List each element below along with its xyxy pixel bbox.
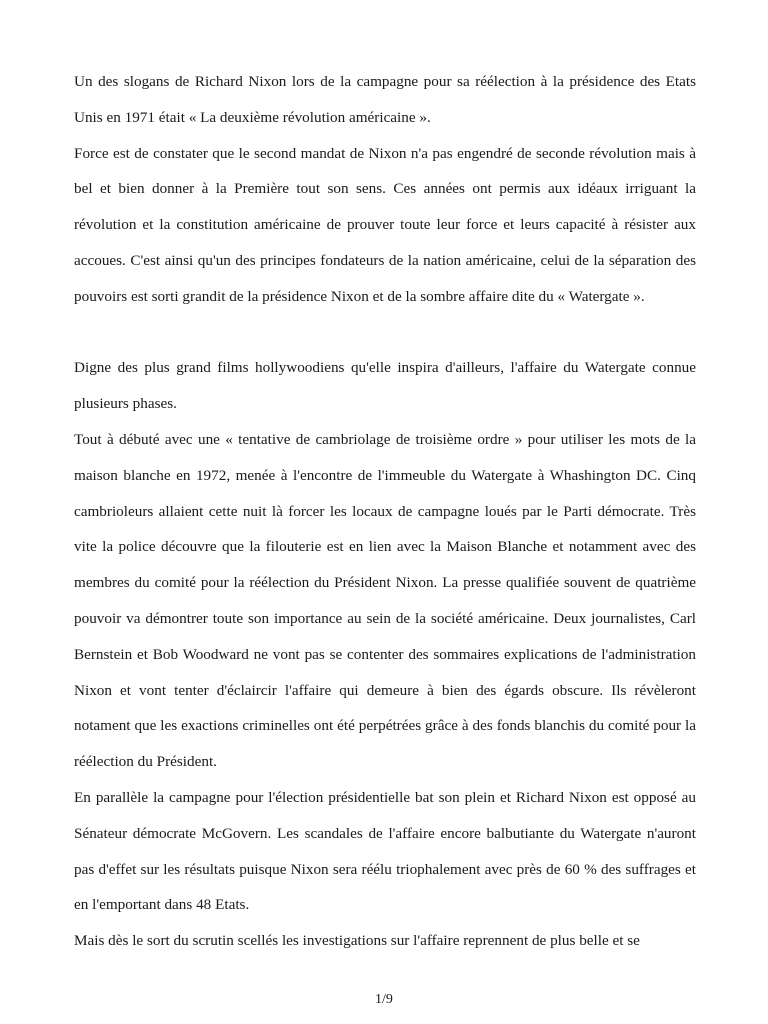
document-body <box>74 64 696 959</box>
paragraph-election: En parallèle la campagne pour l'élection présidentielle bat son plein et Richard Nixon est opposé au Sénateur démocrate McGovern. Les scandales de l'affaire encore balbutiante du Watergate n'auront pas d'effet sur les résultats puisque Nixon sera réélu triophalement avec près de 60 % des suffrages et en l'emportant dans 48 Etats. <box>74 788 696 914</box>
paragraph-watergate-phases: Digne des plus grand films hollywoodiens qu'elle inspira d'ailleurs, l'affaire du Watergate connue plusieurs phases. <box>74 359 696 413</box>
paragraph-investigations: Mais dès le sort du scrutin scellés les investigations sur l'affaire reprennent de plus belle et se <box>74 932 640 950</box>
page-number: 1/9 <box>375 992 393 1007</box>
paragraph-second-mandate: Force est de constater que le second mandat de Nixon n'a pas engendré de seconde révolution mais à bel et bien donner à la Première tout son sens. Ces années ont permis aux idéaux irriguant la révolution et la constitution américaine de prouver toute leur force et leurs capacité à résister aux accoues. C'est ainsi qu'un des principes fondateurs de la nation américaine, celui de la séparation des pouvoirs est sorti grandit de la présidence Nixon et de la sombre affaire dite du « Watergate ». <box>74 144 696 305</box>
paragraph-burglary: Tout à débuté avec une « tentative de cambriolage de troisième ordre » pour utiliser les mots de la maison blanche en 1972, menée à l'encontre de l'immeuble du Watergate à Whashington DC. Cinq cambrioleurs allaient cette nuit là forcer les locaux de campagne loués par le Parti démocrate. Très vite la police découvre que la filouterie est en lien avec la Maison Blanche et notamment avec des membres du comité pour la réélection du Président Nixon. La presse qualifiée souvent de quatrième pouvoir va démontrer toute son importance au sein de la société américaine. Deux journalistes, Carl Bernstein et Bob Woodward ne vont pas se contenter des sommaires explications de l'administration Nixon et vont tenter d'éclaircir l'affaire qui demeure à bien des égards obscure. Ils révèleront notament que les exactions criminelles ont été perpétrées grâce à des fonds blanchis du comité pour la réélection du Président. <box>74 430 696 771</box>
paragraph-slogan: Un des slogans de Richard Nixon lors de la campagne pour sa réélection à la présidence des Etats Unis en 1971 était « La deuxième révolution américaine ». <box>74 73 696 126</box>
